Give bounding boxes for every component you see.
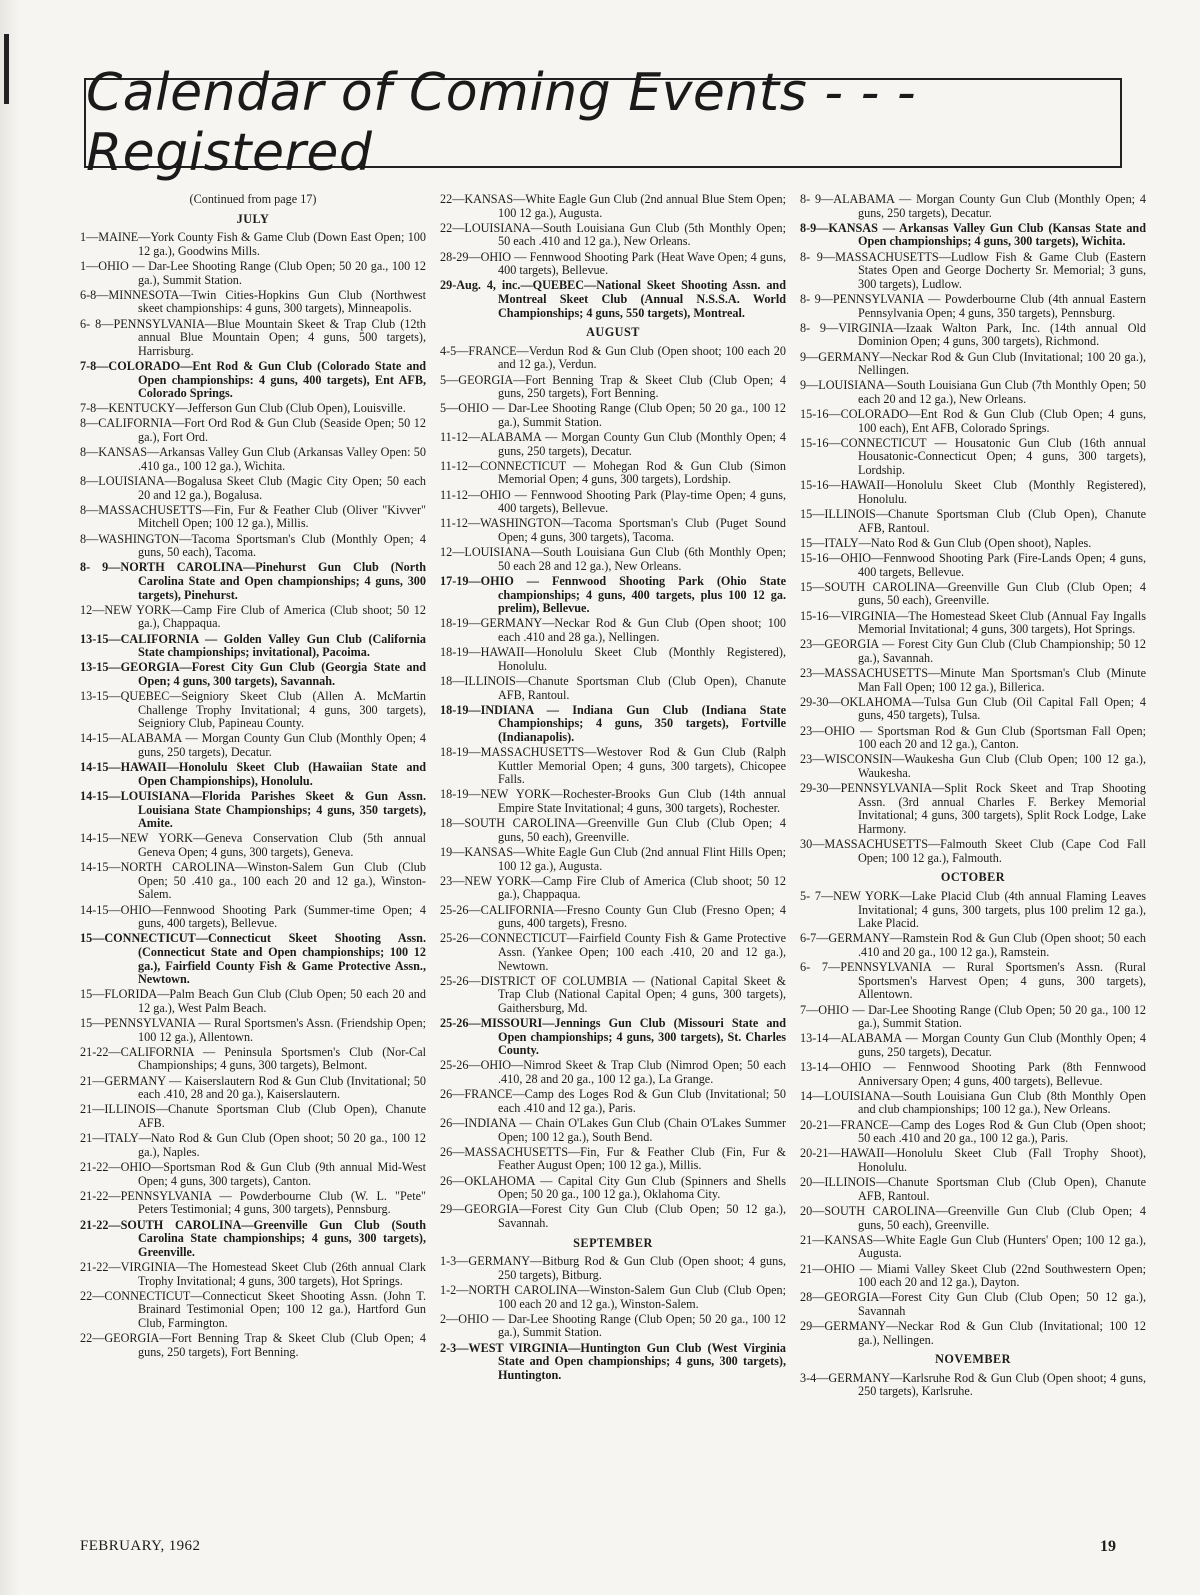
event-entry: 6-7—GERMANY—Ramstein Rod & Gun Club (Open shoot; 50 each .410 and 20 ga., 100 12 ga.), Ramstein. (800, 931, 1146, 959)
event-entry: 23—NEW YORK—Camp Fire Club of America (Club shoot; 50 12 ga.), Chappaqua. (440, 873, 786, 902)
event-entry: 15—ILLINOIS—Chanute Sportsman Club (Club Open), Chanute AFB, Rantoul. (800, 507, 1146, 535)
event-entry: 21—GERMANY — Kaiserslautern Rod & Gun Club (Invitational; 50 each .410, 28 and 20 ga.), Kaiserslautern. (80, 1073, 426, 1102)
event-entry: 13-14—OHIO — Fennwood Shooting Park (8th Fennwood Anniversary Open; 4 guns, 400 targets), Bellevue. (800, 1060, 1146, 1088)
event-entry: 11-12—WASHINGTON—Tacoma Sportsman's Club (Puget Sound Open; 4 guns, 300 targets), Tacoma. (440, 516, 786, 544)
event-entry: 26—FRANCE—Camp des Loges Rod & Gun Club (Invitational; 50 each .410 and 12 ga.), Paris. (440, 1087, 786, 1115)
event-entry: 28—GEORGIA—Forest City Gun Club (Club Open; 50 12 ga.), Savannah (800, 1290, 1146, 1318)
event-entry: 8—WASHINGTON—Tacoma Sportsman's Club (Monthly Open; 4 guns, 50 each), Tacoma. (80, 531, 426, 560)
month-heading: AUGUST (586, 325, 640, 340)
event-entry: 18-19—MASSACHUSETTS—Westover Rod & Gun Club (Ralph Kuttler Memorial Open; 4 guns, 300 targets), Chicopee Falls. (440, 745, 786, 787)
event-entry: 22—CONNECTICUT—Connecticut Skeet Shooting Assn. (John T. Brainard Testimonial Open; 100 12 ga.), Hartford Gun Club, Farmington. (80, 1288, 426, 1330)
event-entry: 1—OHIO — Dar-Lee Shooting Range (Club Open; 50 20 ga., 100 12 ga.), Summit Station. (80, 258, 426, 287)
event-entry: 22—KANSAS—White Eagle Gun Club (2nd annual Blue Stem Open; 100 12 ga.), Augusta. (440, 192, 786, 220)
event-entry: 30—MASSACHUSETTS—Falmouth Skeet Club (Cape Cod Fall Open; 100 12 ga.), Falmouth. (800, 837, 1146, 865)
column-3 (800, 193, 1146, 1401)
event-entry: 9—LOUISIANA—South Louisiana Gun Club (7th Monthly Open; 50 each 20 and 12 ga.), New Orleans. (800, 378, 1146, 406)
event-entry: 17-19—OHIO — Fennwood Shooting Park (Ohio State championships; 4 guns, 400 targets, plus 100 12 ga. prelim), Bellevue. (440, 573, 786, 616)
event-entry: 13-14—ALABAMA — Morgan County Gun Club (Monthly Open; 4 guns, 250 targets), Decatur. (800, 1031, 1146, 1059)
bleed-mark (4, 34, 9, 104)
event-entry: 15—FLORIDA—Palm Beach Gun Club (Club Open; 50 each 20 and 12 ga.), West Palm Beach. (80, 987, 426, 1015)
event-entry: 8—KANSAS—Arkansas Valley Gun Club (Arkansas Valley Open: 50 .410 ga., 100 12 ga.), Wichita. (80, 445, 426, 473)
event-entry: 21—OHIO — Miami Valley Skeet Club (22nd Southwestern Open; 100 each 20 and 12 ga.), Dayton. (800, 1261, 1146, 1290)
event-entry: 15-16—OHIO—Fennwood Shooting Park (Fire-Lands Open; 4 guns, 400 targets, Bellevue. (800, 550, 1146, 579)
event-entry: 21-22—PENNSYLVANIA — Powderbourne Club (W. L. "Pete" Peters Testimonial; 4 guns, 300 targets), Pennsburg. (80, 1188, 426, 1217)
column-1 (80, 193, 426, 1361)
event-entry: 8- 9—MASSACHUSETTS—Ludlow Fish & Game Club (Eastern States Open and George Docherty Sr. Memorial; 3 guns, 300 targets), Ludlow. (800, 249, 1146, 291)
event-entry: 20-21—FRANCE—Camp des Loges Rod & Gun Club (Open shoot; 50 each .410 and 20 ga., 100 12 ga.), Paris. (800, 1117, 1146, 1146)
event-entry: 1-2—NORTH CAROLINA—Winston-Salem Gun Club (Club Open; 100 each 20 and 12 ga.), Winston-Salem. (440, 1282, 786, 1311)
event-entry: 1-3—GERMANY—Bitburg Rod & Gun Club (Open shoot; 4 guns, 250 targets), Bitburg. (440, 1254, 786, 1282)
event-entry: 14-15—NORTH CAROLINA—Winston-Salem Gun Club (Club Open; 50 .410 ga., 100 each 20 and 12 ga.), Winston-Salem. (80, 860, 426, 902)
event-entry: 18-19—NEW YORK—Rochester-Brooks Gun Club (14th annual Empire State Invitational; 4 guns, 300 targets), Rochester. (440, 787, 786, 816)
event-entry: 14-15—OHIO—Fennwood Shooting Park (Summer-time Open; 4 guns, 400 targets), Bellevue. (80, 902, 426, 931)
event-entry: 21-22—VIRGINIA—The Homestead Skeet Club (26th annual Clark Trophy Invitational; 4 guns, 300 targets), Hot Springs. (80, 1259, 426, 1288)
footer-date: FEBRUARY, 1962 (80, 1538, 201, 1554)
event-entry: 11-12—ALABAMA — Morgan County Gun Club (Monthly Open; 4 guns, 250 targets), Decatur. (440, 430, 786, 458)
event-entry: 20—ILLINOIS—Chanute Sportsman Club (Club Open), Chanute AFB, Rantoul. (800, 1175, 1146, 1203)
event-entry: 15—PENNSYLVANIA — Rural Sportsmen's Assn. (Friendship Open; 100 12 ga.), Allentown. (80, 1016, 426, 1044)
event-entry: 15—CONNECTICUT—Connecticut Skeet Shooting Assn. (Connecticut State and Open championships; 100 12 ga.), Fairfield County Fish & Game Protective Assn., Newtown. (80, 931, 426, 987)
event-entry: 28-29—OHIO — Fennwood Shooting Park (Heat Wave Open; 4 guns, 400 targets), Bellevue. (440, 249, 786, 278)
event-entry: 20—SOUTH CAROLINA—Greenville Gun Club (Club Open; 4 guns, 50 each), Greenville. (800, 1203, 1146, 1232)
event-entry: 18—ILLINOIS—Chanute Sportsman Club (Club Open), Chanute AFB, Rantoul. (440, 673, 786, 702)
event-entry: 29—GEORGIA—Forest City Gun Club (Club Open; 50 12 ga.), Savannah. (440, 1202, 786, 1230)
event-entry: 23—GEORGIA — Forest City Gun Club (Club Championship; 50 12 ga.), Savannah. (800, 637, 1146, 665)
event-entry: 21—ILLINOIS—Chanute Sportsman Club (Club Open), Chanute AFB. (80, 1102, 426, 1131)
event-entry: 21—KANSAS—White Eagle Gun Club (Hunters' Open; 100 12 ga.), Augusta. (800, 1232, 1146, 1261)
event-entry: 15-16—CONNECTICUT — Housatonic Gun Club (16th annual Housatonic-Connecticut Open; 4 guns, 300 targets), Lordship. (800, 435, 1146, 478)
event-entry: 14-15—HAWAII—Honolulu Skeet Club (Hawaiian State and Open Championships), Honolulu. (80, 760, 426, 788)
event-entry: 8- 9—PENNSYLVANIA — Powderbourne Club (4th annual Eastern Pennsylvania Open; 4 guns, 350 targets), Pennsburg. (800, 291, 1146, 320)
event-entry: 7—OHIO — Dar-Lee Shooting Range (Club Open; 50 20 ga., 100 12 ga.), Summit Station. (800, 1002, 1146, 1031)
event-entry: 11-12—CONNECTICUT — Mohegan Rod & Gun Club (Simon Memorial Open; 4 guns, 300 targets), Lordship. (440, 458, 786, 487)
event-entry: 15-16—HAWAII—Honolulu Skeet Club (Monthly Registered), Honolulu. (800, 478, 1146, 506)
event-entry: 9—GERMANY—Neckar Rod & Gun Club (Invitational; 100 20 ga.), Nellingen. (800, 349, 1146, 378)
page-title: Calendar of Coming Events - - - Registered (86, 63, 917, 183)
event-entry: 8-9—KANSAS — Arkansas Valley Gun Club (Kansas State and Open championships; 4 guns, 300 targets), Wichita. (800, 220, 1146, 249)
event-entry: 15-16—COLORADO—Ent Rod & Gun Club (Club Open; 4 guns, 100 each), Ent AFB, Colorado Springs. (800, 407, 1146, 435)
event-entry: 15-16—VIRGINIA—The Homestead Skeet Club (Annual Fay Ingalls Memorial Invitational; 4 guns, 300 targets), Hot Springs. (800, 608, 1146, 637)
event-entry: 26—INDIANA — Chain O'Lakes Gun Club (Chain O'Lakes Summer Open; 100 12 ga.), South Bend. (440, 1116, 786, 1144)
event-entry: 23—OHIO — Sportsman Rod & Gun Club (Sportsman Fall Open; 100 each 20 and 12 ga.), Canton. (800, 723, 1146, 752)
continued-note: (Continued from page 17) (189, 192, 317, 206)
event-entry: 25-26—CONNECTICUT—Fairfield County Fish & Game Protective Assn. (Yankee Open; 100 each .410, 20 and 12 ga.), Newtown. (440, 931, 786, 973)
event-entry: 21-22—SOUTH CAROLINA—Greenville Gun Club (South Carolina State championships; 4 guns, 300 targets), Greenville. (80, 1217, 426, 1259)
event-entry: 8- 9—NORTH CAROLINA—Pinehurst Gun Club (North Carolina State and Open championships; 4 guns, 300 targets), Pinehurst. (80, 560, 426, 602)
event-entry: 18-19—INDIANA — Indiana Gun Club (Indiana State Championships; 4 guns, 350 targets), Fortville (Indianapolis). (440, 702, 786, 744)
event-entry: 22—LOUISIANA—South Louisiana Gun Club (5th Monthly Open; 50 each .410 and 12 ga.), New Orleans. (440, 220, 786, 249)
month-heading: JULY (236, 211, 270, 226)
event-entry: 25-26—MISSOURI—Jennings Gun Club (Missouri State and Open championships; 4 guns, 300 targets), St. Charles County. (440, 1016, 786, 1058)
event-entry: 12—NEW YORK—Camp Fire Club of America (Club shoot; 50 12 ga.), Chappaqua. (80, 602, 426, 631)
event-entry: 29-Aug. 4, inc.—QUEBEC—National Skeet Shooting Assn. and Montreal Skeet Club (Annual N.S.S.A. World Championships; 4 guns, 550 targets), Montreal. (440, 278, 786, 320)
month-heading: OCTOBER (940, 870, 1006, 885)
event-entry: 12—LOUISIANA—South Louisiana Gun Club (6th Monthly Open; 50 each 28 and 12 ga.), New Orleans. (440, 545, 786, 573)
event-entry: 15—SOUTH CAROLINA—Greenville Gun Club (Club Open; 4 guns, 50 each), Greenville. (800, 579, 1146, 608)
event-entry: 23—MASSACHUSETTS—Minute Man Sportsman's Club (Minute Man Fall Open; 100 12 ga.), Billerica. (800, 666, 1146, 694)
event-entry: 21—ITALY—Nato Rod & Gun Club (Open shoot; 50 20 ga., 100 12 ga.), Naples. (80, 1131, 426, 1159)
month-heading: NOVEMBER (935, 1352, 1011, 1367)
event-entry: 29-30—PENNSYLVANIA—Split Rock Skeet and Trap Shooting Assn. (3rd annual Charles F. Berkey Memorial Invitational; 4 guns, 300 targets), Split Rock Lodge, Lake Harmony. (800, 781, 1146, 836)
event-entry: 25-26—DISTRICT OF COLUMBIA — (National Capital Skeet & Trap Club (National Capital Open; 4 guns, 300 targets), Gaithersburg, Md. (440, 973, 786, 1015)
event-entry: 21-22—OHIO—Sportsman Rod & Gun Club (9th annual Mid-West Open; 4 guns, 300 targets), Canton. (80, 1160, 426, 1188)
event-entry: 8- 9—VIRGINIA—Izaak Walton Park, Inc. (14th annual Old Dominion Open; 4 guns, 300 targets), Richmond. (800, 320, 1146, 349)
event-entry: 19—KANSAS—White Eagle Gun Club (2nd annual Flint Hills Open; 100 12 ga.), Augusta. (440, 845, 786, 873)
event-entry: 14-15—NEW YORK—Geneva Conservation Club (5th annual Geneva Open; 4 guns, 300 targets), Geneva. (80, 831, 426, 859)
event-entry: 18-19—HAWAII—Honolulu Skeet Club (Monthly Registered), Honolulu. (440, 645, 786, 673)
event-entry: 23—WISCONSIN—Waukesha Gun Club (Club Open; 100 12 ga.), Waukesha. (800, 752, 1146, 781)
event-entry: 1—MAINE—York County Fish & Game Club (Down East Open; 100 12 ga.), Goodwins Mills. (80, 230, 426, 258)
event-entry: 5—OHIO — Dar-Lee Shooting Range (Club Open; 50 20 ga., 100 12 ga.), Summit Station. (440, 401, 786, 429)
event-entry: 29-30—OKLAHOMA—Tulsa Gun Club (Oil Capital Fall Open; 4 guns, 450 targets), Tulsa. (800, 694, 1146, 723)
event-entry: 14—LOUISIANA—South Louisiana Gun Club (8th Monthly Open and club championships; 100 12 ga.), New Orleans. (800, 1088, 1146, 1117)
event-entry: 25-26—OHIO—Nimrod Skeet & Trap Club (Nimrod Open; 50 each .410, 28 and 20 ga., 100 12 ga.), La Grange. (440, 1058, 786, 1087)
event-entry: 8—CALIFORNIA—Fort Ord Rod & Gun Club (Seaside Open; 50 12 ga.), Fort Ord. (80, 416, 426, 445)
event-entry: 8—MASSACHUSETTS—Fin, Fur & Feather Club (Oliver "Kivver" Mitchell Open; 100 12 ga.), Millis. (80, 502, 426, 531)
event-entry: 8—LOUISIANA—Bogalusa Skeet Club (Magic City Open; 50 each 20 and 12 ga.), Bogalusa. (80, 474, 426, 502)
event-entry: 11-12—OHIO — Fennwood Shooting Park (Play-time Open; 4 guns, 400 targets), Bellevue. (440, 487, 786, 516)
event-entry: 22—GEORGIA—Fort Benning Trap & Skeet Club (Club Open; 4 guns, 250 targets), Fort Benning. (80, 1331, 426, 1359)
event-entry: 13-15—QUEBEC—Seigniory Skeet Club (Allen A. McMartin Challenge Trophy Invitational; 4 guns, 300 targets), Seigniory Club, Papineau County. (80, 689, 426, 731)
event-entry: 21-22—CALIFORNIA — Peninsula Sportsmen's Club (Nor-Cal Championships; 4 guns, 300 targets), Belmont. (80, 1044, 426, 1073)
event-entry: 26—MASSACHUSETTS—Fin, Fur & Feather Club (Fin, Fur & Feather August Open; 100 12 ga.), Millis. (440, 1144, 786, 1173)
event-entry: 6- 8—PENNSYLVANIA—Blue Mountain Skeet & Trap Club (12th annual Blue Mountain Open; 4 guns, 500 targets), Harrisburg. (80, 316, 426, 358)
page-number: 19 (1100, 1538, 1116, 1555)
event-entry: 7-8—KENTUCKY—Jefferson Gun Club (Club Open), Louisville. (80, 401, 406, 416)
event-entry: 4-5—FRANCE—Verdun Rod & Gun Club (Open shoot; 100 each 20 and 12 ga.), Verdun. (440, 343, 786, 372)
event-entry: 15—ITALY—Nato Rod & Gun Club (Open shoot), Naples. (800, 535, 1092, 550)
event-entry: 5- 7—NEW YORK—Lake Placid Club (4th annual Flaming Leaves Invitational; 4 guns, 300 targets, plus 100 prelim 12 ga.), Lake Placid. (800, 888, 1146, 931)
event-entry: 20-21—HAWAII—Honolulu Skeet Club (Fall Trophy Shoot), Honolulu. (800, 1146, 1146, 1174)
event-entry: 7-8—COLORADO—Ent Rod & Gun Club (Colorado State and Open championships: 4 guns, 400 targets), Ent AFB, Colorado Springs. (80, 358, 426, 401)
event-entry: 5—GEORGIA—Fort Benning Trap & Skeet Club (Club Open; 4 guns, 250 targets), Fort Benning. (440, 372, 786, 401)
event-entry: 6-8—MINNESOTA—Twin Cities-Hopkins Gun Club (Northwest skeet championships: 4 guns, 300 targets), Minneapolis. (80, 287, 426, 316)
event-entry: 2—OHIO — Dar-Lee Shooting Range (Club Open; 50 20 ga., 100 12 ga.), Summit Station. (440, 1311, 786, 1340)
event-entry: 13-15—CALIFORNIA — Golden Valley Gun Club (California State championships; invitational), Pacoima. (80, 631, 426, 660)
event-entry: 18—SOUTH CAROLINA—Greenville Gun Club (Club Open; 4 guns, 50 each), Greenville. (440, 816, 786, 844)
event-entry: 14-15—LOUISIANA—Florida Parishes Skeet & Gun Assn. Louisiana State Championships; 4 guns, 350 targets), Amite. (80, 789, 426, 831)
event-entry: 18-19—GERMANY—Neckar Rod & Gun Club (Open shoot; 100 each .410 and 28 ga.), Nellingen. (440, 616, 786, 644)
event-entry: 26—OKLAHOMA — Capital City Gun Club (Spinners and Shells Open; 50 20 ga., 100 12 ga.), Oklahoma City. (440, 1173, 786, 1202)
column-2 (440, 193, 786, 1384)
event-entry: 8- 9—ALABAMA — Morgan County Gun Club (Monthly Open; 4 guns, 250 targets), Decatur. (800, 192, 1146, 220)
event-entry: 3-4—GERMANY—Karlsruhe Rod & Gun Club (Open shoot; 4 guns, 250 targets), Karlsruhe. (800, 1370, 1146, 1399)
page-bleed-edge (0, 0, 20, 1595)
event-entry: 14-15—ALABAMA — Morgan County Gun Club (Monthly Open; 4 guns, 250 targets), Decatur. (80, 731, 426, 760)
month-heading: SEPTEMBER (573, 1235, 653, 1250)
title-box (84, 63, 1122, 183)
event-entry: 29—GERMANY—Neckar Rod & Gun Club (Invitational; 100 12 ga.), Nellingen. (800, 1319, 1146, 1347)
event-entry: 25-26—CALIFORNIA—Fresno County Gun Club (Fresno Open; 4 guns, 400 targets), Fresno. (440, 902, 786, 931)
event-entry: 2-3—WEST VIRGINIA—Huntington Gun Club (West Virginia State and Open championships; 4 guns, 300 targets), Huntington. (440, 1340, 786, 1382)
event-entry: 13-15—GEORGIA—Forest City Gun Club (Georgia State and Open; 4 guns, 300 targets), Savannah. (80, 660, 426, 688)
event-entry: 6- 7—PENNSYLVANIA — Rural Sportsmen's Assn. (Rural Sportsmen's Harvest Open; 4 guns, 300 targets), Allentown. (800, 960, 1146, 1002)
